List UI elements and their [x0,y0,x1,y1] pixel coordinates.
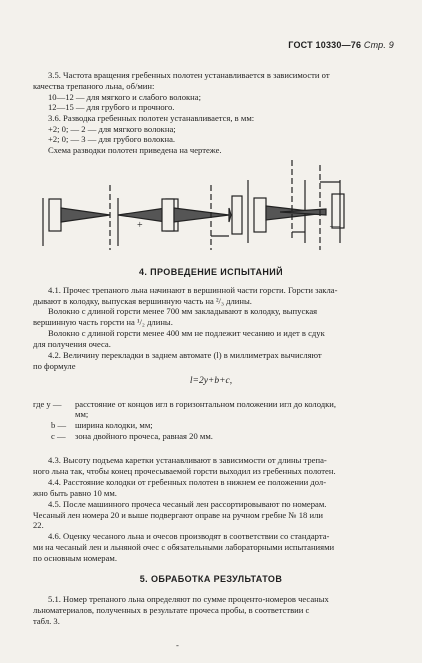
paragraph-line: табл. 3. [33,616,60,626]
paragraph-line: 3.5. Частота вращения гребенных полотен устанавливается в зависимости от [48,70,330,80]
where-symbol: b — [51,420,67,430]
where-symbol: где y — [33,399,62,409]
paragraph-line: вершинную часть горсти на ¹/₂ длины. [33,317,173,327]
where-text: ширина колодки, мм; [75,420,153,430]
formula: l=2y+b+c, [189,376,233,386]
paragraph-line: Волокно с длиной горсти менее 400 мм не подлежит чесанию и идет в сдук [48,328,325,338]
section-4-title: 4. ПРОВЕДЕНИЕ ИСПЫТАНИЙ [138,267,284,277]
paragraph-line: +2; 0; — 3 — для грубого волокна. [48,134,176,144]
plus-spacing-label: + [137,220,143,231]
paragraph-line: льноматериалов, полученных в результате прочеса пробы, в соответствии с [33,605,310,615]
comb-needles [61,208,110,222]
section-5-title: 5. ОБРАБОТКА РЕЗУЛЬТАТОВ [139,574,283,584]
paragraph-line: 5.1. Номер трепаного льна определяют по сумме процентo-номеров чесаных [48,594,329,604]
paragraph-line: 3.6. Разводка гребенных полотен устанавливается, в мм: [48,113,255,123]
comb-block [49,199,61,231]
paragraph-line: 10—12 — для мягкого и слабого волокна; [48,92,201,102]
paragraph-line: 4.3. Высоту подъема каретки устанавливают в зависимости от длины трепа- [48,455,327,465]
comb-needles [229,208,231,222]
paragraph-line: ного льна так, чтобы конец прочесываемой горсти выходил из гребенных полотен. [33,466,336,476]
paragraph-line: +2; 0; — 2 — для мягкого волокна; [48,124,176,134]
paragraph-line: 22. [33,520,44,530]
paragraph-line: жно быть равно 10 мм. [33,488,117,498]
where-text: мм; [75,409,89,419]
where-text: расстояние от концов игл в горизонтальном положении игл до колодки, [75,399,337,409]
paragraph-line: Волокно с длиной горсти менее 700 мм закладывают в колодку, выпуская [48,306,318,316]
minus-spacing-label: — [330,221,340,232]
footer-mark: - [176,640,179,650]
paragraph-line: ми на чесаный лен и льняной очес с обязательными лабораторными испытаниями [33,542,335,552]
paragraph-line: дывают в колодку, выпуская вершинную часть на ²/₃ длины. [33,296,252,306]
comb-block [232,196,242,234]
comb-needles [174,208,229,222]
paragraph-line: 12—15 — для грубого и прочного. [48,102,175,112]
paragraph-line: 4.5. После машинного прочеса чесаный лен рассортировывают по номерам. [48,499,327,509]
paragraph-line: 4.6. Оценку чесаного льна и очесов производят в соответствии со стандарта- [48,531,330,541]
paragraph-line: 4.2. Величину перекладки в заднем автомате (l) в миллиметрах вычисляют [48,350,322,360]
where-symbol: c — [51,431,66,441]
paragraph-line: для получения очеса. [33,339,111,349]
comb-block [162,199,174,231]
standard-number: ГОСТ 10330—76 [288,40,362,50]
paragraph-line: 4.4. Расстояние колодки от гребенных полотен в нижнем ее положении дол- [48,477,327,487]
paragraph-line: 4.1. Прочес трепаного льна начинают в вершинной части горсти. Горсти закла- [48,285,338,295]
page-number: Стр. 9 [363,40,394,50]
paragraph-line: Чесаный лен номера 20 и выше подвергают оправе на ручном гребне № 18 или [33,510,323,520]
paragraph-line: качества трепаного льна, об/мин: [33,81,155,91]
paragraph-line: по формуле [33,361,76,371]
paragraph-line: по основным номерам. [33,553,117,563]
where-text: зона двойного прочеса, равная 20 мм. [75,431,213,441]
paragraph-line: Схема разводки полотен приведена на чертеже. [48,145,222,155]
comb-block [254,198,266,232]
